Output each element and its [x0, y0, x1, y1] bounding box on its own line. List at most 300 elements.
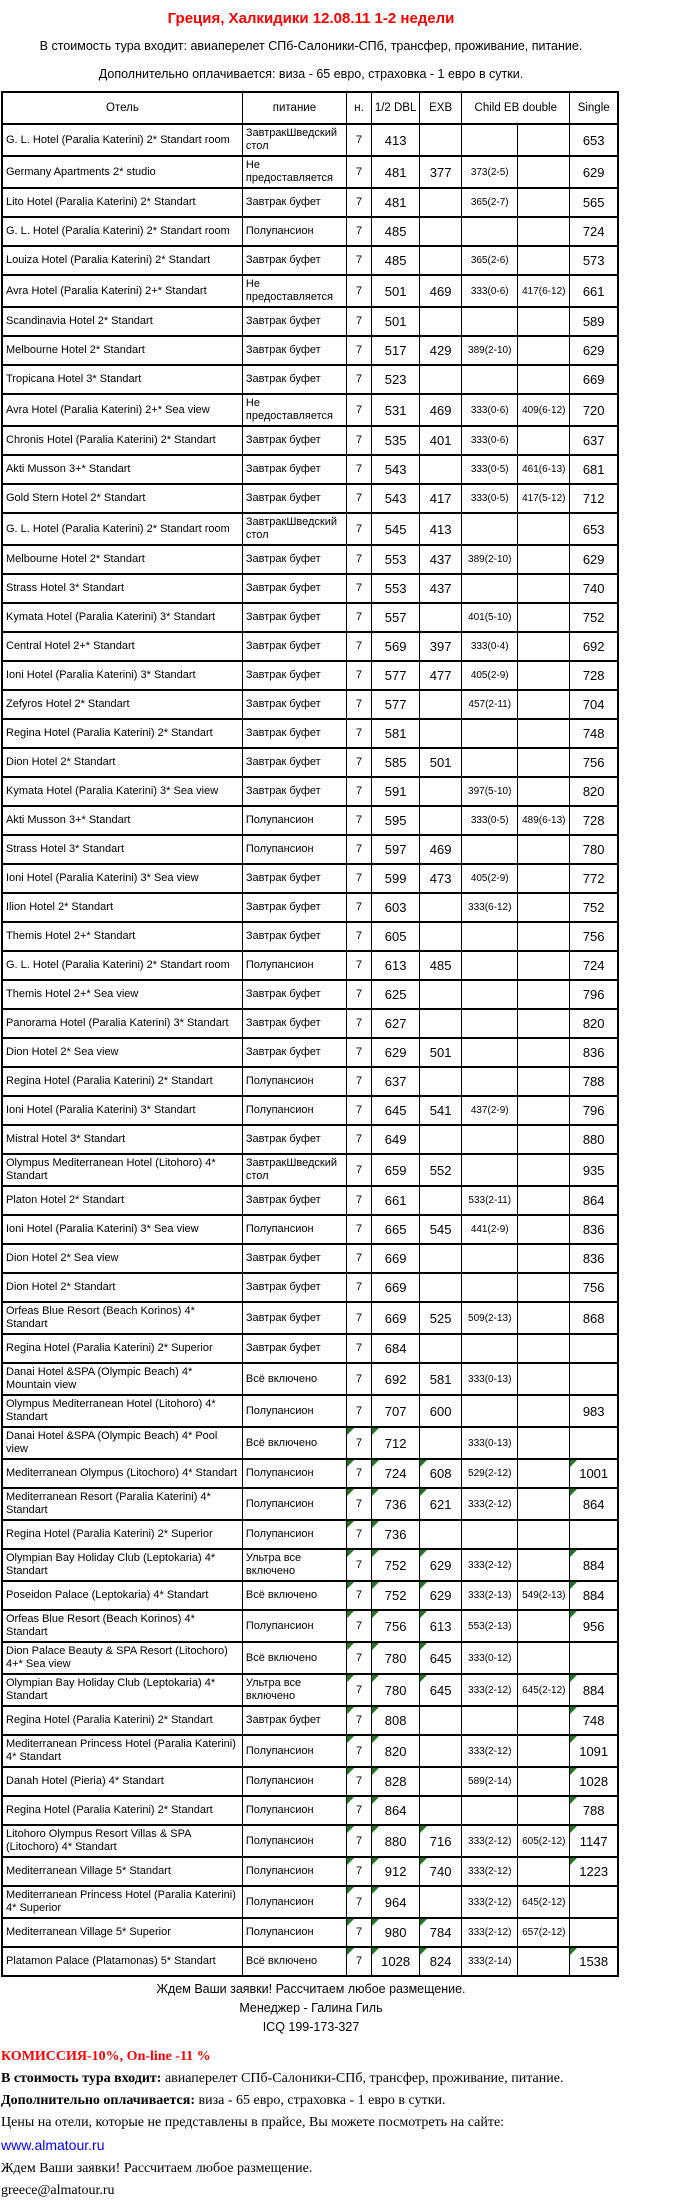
dbl-cell: 912: [372, 1857, 420, 1886]
table-row: [2, 1244, 618, 1273]
single-cell: 756: [570, 922, 618, 951]
meals-cell: Завтрак буфет: [242, 545, 346, 574]
dbl-cell: 553: [372, 545, 420, 574]
hotel-cell: G. L. Hotel (Paralia Katerini) 2* Standart room: [2, 951, 242, 980]
single-cell: 712: [570, 484, 618, 513]
child-eb-cell: 333(0-12): [462, 1642, 518, 1674]
single-cell: 565: [570, 188, 618, 217]
nights-cell: 7: [347, 719, 372, 748]
single-cell: 653: [570, 124, 618, 156]
single-cell: [570, 1886, 618, 1918]
child-double-cell: [518, 922, 570, 951]
dbl-cell: 531: [372, 394, 420, 426]
child-eb-cell: 529(2-12): [462, 1459, 518, 1488]
child-double-cell: [518, 217, 570, 246]
dbl-cell: 637: [372, 1067, 420, 1096]
table-row: [2, 1825, 618, 1857]
single-cell: 788: [570, 1796, 618, 1825]
dbl-cell: 864: [372, 1796, 420, 1825]
table-row: [2, 513, 618, 545]
nights-cell: 7: [347, 1642, 372, 1674]
meals-cell: Завтрак буфет: [242, 365, 346, 394]
table-row: [2, 1610, 618, 1642]
dbl-cell: 692: [372, 1363, 420, 1395]
hotel-cell: Dion Hotel 2* Standart: [2, 1273, 242, 1302]
table-row: [2, 603, 618, 632]
nights-cell: 7: [347, 922, 372, 951]
dbl-cell: 481: [372, 156, 420, 188]
child-eb-cell: 389(2-10): [462, 545, 518, 574]
dbl-cell: 603: [372, 893, 420, 922]
single-cell: 756: [570, 1273, 618, 1302]
child-eb-cell: [462, 1273, 518, 1302]
single-cell: 935: [570, 1154, 618, 1186]
child-eb-cell: [462, 124, 518, 156]
child-double-cell: [518, 1186, 570, 1215]
child-double-cell: [518, 336, 570, 365]
table-row: [2, 1549, 618, 1581]
table-row: [2, 719, 618, 748]
meals-cell: Завтрак буфет: [242, 188, 346, 217]
table-row: [2, 1674, 618, 1706]
dbl-cell: 545: [372, 513, 420, 545]
nights-cell: 7: [347, 1363, 372, 1395]
table-row: [2, 835, 618, 864]
child-double-cell: 549(2-13): [518, 1581, 570, 1610]
child-double-cell: [518, 1427, 570, 1459]
nights-cell: 7: [347, 1520, 372, 1549]
meals-cell: Завтрак буфет: [242, 455, 346, 484]
child-double-cell: 657(2-12): [518, 1918, 570, 1947]
exb-cell: [420, 777, 462, 806]
meals-cell: Завтрак буфет: [242, 1706, 346, 1735]
table-row: [2, 1642, 618, 1674]
table-row: [2, 777, 618, 806]
child-eb-cell: 333(2-12): [462, 1735, 518, 1767]
table-row: [2, 1767, 618, 1796]
exb-cell: 525: [420, 1302, 462, 1334]
child-double-cell: [518, 365, 570, 394]
child-eb-cell: 333(0-6): [462, 275, 518, 307]
dbl-cell: 880: [372, 1825, 420, 1857]
dbl-cell: 501: [372, 275, 420, 307]
table-row: [2, 1302, 618, 1334]
single-cell: 1028: [570, 1767, 618, 1796]
meals-cell: Полупансион: [242, 806, 346, 835]
child-double-cell: [518, 1395, 570, 1427]
exb-cell: [420, 217, 462, 246]
child-eb-cell: 333(2-12): [462, 1918, 518, 1947]
child-double-cell: [518, 1096, 570, 1125]
dbl-cell: 597: [372, 835, 420, 864]
nights-cell: 7: [347, 806, 372, 835]
child-double-cell: [518, 951, 570, 980]
table-row: [2, 1186, 618, 1215]
child-eb-cell: [462, 574, 518, 603]
exb-cell: 501: [420, 1038, 462, 1067]
table-row: [2, 1125, 618, 1154]
exb-cell: [420, 980, 462, 1009]
exb-cell: 413: [420, 513, 462, 545]
meals-cell: Завтрак буфет: [242, 1302, 346, 1334]
dbl-cell: 613: [372, 951, 420, 980]
child-eb-cell: [462, 1796, 518, 1825]
header-hotel: Отель: [2, 92, 242, 124]
nights-cell: 7: [347, 484, 372, 513]
single-cell: [570, 1363, 618, 1395]
single-cell: 1538: [570, 1947, 618, 1976]
table-row: [2, 1427, 618, 1459]
exb-cell: 824: [420, 1947, 462, 1976]
dbl-cell: 980: [372, 1918, 420, 1947]
header-single: Single: [570, 92, 618, 124]
nights-cell: 7: [347, 574, 372, 603]
meals-cell: Полупансион: [242, 1459, 346, 1488]
meals-cell: ЗавтракШведский стол: [242, 513, 346, 545]
nights-cell: 7: [347, 455, 372, 484]
exb-cell: [420, 1125, 462, 1154]
child-double-cell: [518, 1642, 570, 1674]
dbl-cell: 665: [372, 1215, 420, 1244]
table-row: [2, 124, 618, 156]
single-cell: 868: [570, 1302, 618, 1334]
child-double-cell: [518, 513, 570, 545]
dbl-cell: 707: [372, 1395, 420, 1427]
single-cell: 704: [570, 690, 618, 719]
meals-cell: Завтрак буфет: [242, 307, 346, 336]
single-cell: [570, 1642, 618, 1674]
table-row: [2, 217, 618, 246]
dbl-cell: 543: [372, 455, 420, 484]
dbl-cell: 649: [372, 1125, 420, 1154]
child-eb-cell: [462, 365, 518, 394]
meals-cell: Завтрак буфет: [242, 1186, 346, 1215]
exb-cell: [420, 188, 462, 217]
dbl-cell: 752: [372, 1549, 420, 1581]
table-row: [2, 574, 618, 603]
single-cell: 836: [570, 1215, 618, 1244]
single-cell: 864: [570, 1186, 618, 1215]
meals-cell: Завтрак буфет: [242, 893, 346, 922]
child-double-cell: [518, 1302, 570, 1334]
exb-cell: [420, 603, 462, 632]
meals-cell: Завтрак буфет: [242, 484, 346, 513]
single-cell: 748: [570, 1706, 618, 1735]
exb-cell: 784: [420, 1918, 462, 1947]
hotel-cell: Akti Musson 3+* Standart: [2, 806, 242, 835]
single-cell: 956: [570, 1610, 618, 1642]
single-cell: 788: [570, 1067, 618, 1096]
table-row: [2, 1459, 618, 1488]
exb-cell: [420, 719, 462, 748]
dbl-cell: 535: [372, 426, 420, 455]
meals-cell: Завтрак буфет: [242, 980, 346, 1009]
child-eb-cell: 333(0-13): [462, 1363, 518, 1395]
page-title: Греция, Халкидики 12.08.11 1-2 недели: [167, 10, 455, 27]
child-eb-cell: 333(2-12): [462, 1857, 518, 1886]
dbl-cell: 736: [372, 1520, 420, 1549]
hotel-cell: Gold Stern Hotel 2* Standart: [2, 484, 242, 513]
exb-cell: 600: [420, 1395, 462, 1427]
nights-cell: 7: [347, 188, 372, 217]
footer-included-text: авиаперелет СПб-Салоники-СПб, трансфер, проживание, питание.: [161, 2071, 564, 2086]
hotel-cell: Poseidon Palace (Leptokaria) 4* Standart: [2, 1581, 242, 1610]
exb-cell: 621: [420, 1488, 462, 1520]
table-row: [2, 156, 618, 188]
single-cell: 796: [570, 1096, 618, 1125]
nights-cell: 7: [347, 1244, 372, 1273]
nights-cell: 7: [347, 1674, 372, 1706]
nights-cell: 7: [347, 156, 372, 188]
meals-cell: Завтрак буфет: [242, 632, 346, 661]
intro-included-line: В стоимость тура входит: авиаперелет СПб-Салоники-СПб, трансфер, проживание, питание.: [39, 39, 583, 53]
child-eb-cell: 333(6-12): [462, 893, 518, 922]
exb-cell: 377: [420, 156, 462, 188]
table-row: [2, 484, 618, 513]
single-cell: 772: [570, 864, 618, 893]
price-table-body: [2, 124, 618, 1976]
nights-cell: 7: [347, 307, 372, 336]
nights-cell: 7: [347, 1427, 372, 1459]
child-eb-cell: [462, 1154, 518, 1186]
table-header-row: [2, 92, 618, 124]
hotel-cell: Melbourne Hotel 2* Standart: [2, 545, 242, 574]
hotel-cell: Olympus Mediterranean Hotel (Litohoro) 4* Standart: [2, 1154, 242, 1186]
meals-cell: Полупансион: [242, 1735, 346, 1767]
hotel-cell: Regina Hotel (Paralia Katerini) 2* Standart: [2, 1796, 242, 1825]
meals-cell: Завтрак буфет: [242, 1125, 346, 1154]
child-double-cell: [518, 893, 570, 922]
child-eb-cell: [462, 1067, 518, 1096]
single-cell: [570, 1427, 618, 1459]
hotel-cell: Regina Hotel (Paralia Katerini) 2* Superior: [2, 1334, 242, 1363]
dbl-cell: 605: [372, 922, 420, 951]
child-eb-cell: [462, 980, 518, 1009]
nights-cell: 7: [347, 1009, 372, 1038]
exb-cell: [420, 893, 462, 922]
meals-cell: Полупансион: [242, 1488, 346, 1520]
nights-cell: 7: [347, 1488, 372, 1520]
dbl-cell: 599: [372, 864, 420, 893]
nights-cell: 7: [347, 217, 372, 246]
meals-cell: ЗавтракШведский стол: [242, 124, 346, 156]
manager-name: Менеджер - Галина Гиль: [239, 2001, 383, 2015]
dbl-cell: 481: [372, 188, 420, 217]
dbl-cell: 669: [372, 1273, 420, 1302]
child-double-cell: [518, 1735, 570, 1767]
single-cell: 637: [570, 426, 618, 455]
exb-cell: 429: [420, 336, 462, 365]
table-row: [2, 1154, 618, 1186]
hotel-cell: Scandinavia Hotel 2* Standart: [2, 307, 242, 336]
intro-extra-line: Дополнительно оплачивается: виза - 65 евро, страховка - 1 евро в сутки.: [98, 67, 524, 81]
meals-cell: Завтрак буфет: [242, 777, 346, 806]
single-cell: 1091: [570, 1735, 618, 1767]
child-eb-cell: [462, 1706, 518, 1735]
table-row: [2, 1215, 618, 1244]
child-eb-cell: 401(5-10): [462, 603, 518, 632]
exb-cell: 552: [420, 1154, 462, 1186]
exb-cell: [420, 1186, 462, 1215]
site-link[interactable]: www.almatour.ru: [1, 2137, 105, 2153]
hotel-cell: Dion Palace Beauty & SPA Resort (Litochoro) 4+* Sea view: [2, 1642, 242, 1674]
meals-cell: Завтрак буфет: [242, 922, 346, 951]
meals-cell: Не предоставляется: [242, 394, 346, 426]
child-eb-cell: 333(2-12): [462, 1549, 518, 1581]
nights-cell: 7: [347, 777, 372, 806]
nights-cell: 7: [347, 1096, 372, 1125]
child-eb-cell: 333(0-5): [462, 455, 518, 484]
table-row: [2, 922, 618, 951]
nights-cell: 7: [347, 1549, 372, 1581]
nights-cell: 7: [347, 1334, 372, 1363]
child-double-cell: [518, 748, 570, 777]
child-double-cell: 645(2-12): [518, 1674, 570, 1706]
dbl-cell: 569: [372, 632, 420, 661]
table-row: [2, 394, 618, 426]
hotel-cell: Platon Hotel 2* Standart: [2, 1186, 242, 1215]
exb-cell: [420, 1009, 462, 1038]
meals-cell: Завтрак буфет: [242, 1244, 346, 1273]
exb-cell: 545: [420, 1215, 462, 1244]
single-cell: 983: [570, 1395, 618, 1427]
table-row: [2, 690, 618, 719]
dbl-cell: 1028: [372, 1947, 420, 1976]
table-row: [2, 748, 618, 777]
single-cell: 796: [570, 980, 618, 1009]
nights-cell: 7: [347, 426, 372, 455]
hotel-cell: Platamon Palace (Platamonas) 5* Standart: [2, 1947, 242, 1976]
dbl-cell: 752: [372, 1581, 420, 1610]
child-eb-cell: 333(2-13): [462, 1581, 518, 1610]
dbl-cell: 756: [372, 1610, 420, 1642]
meals-cell: Полупансион: [242, 1825, 346, 1857]
dbl-cell: 523: [372, 365, 420, 394]
single-cell: 661: [570, 275, 618, 307]
meals-cell: Завтрак буфет: [242, 661, 346, 690]
single-cell: 720: [570, 394, 618, 426]
single-cell: 884: [570, 1549, 618, 1581]
child-eb-cell: [462, 1244, 518, 1273]
footer-included-line: [1, 2068, 621, 2090]
meals-cell: Полупансион: [242, 1796, 346, 1825]
exb-cell: [420, 365, 462, 394]
single-cell: 820: [570, 1009, 618, 1038]
hotel-cell: Mediterranean Princess Hotel (Paralia Katerini) 4* Superior: [2, 1886, 242, 1918]
child-eb-cell: [462, 1038, 518, 1067]
table-row: [2, 632, 618, 661]
meals-cell: Полупансион: [242, 951, 346, 980]
child-double-cell: 417(5-12): [518, 484, 570, 513]
meals-cell: Завтрак буфет: [242, 719, 346, 748]
nights-cell: 7: [347, 275, 372, 307]
hotel-cell: Louiza Hotel (Paralia Katerini) 2* Standart: [2, 246, 242, 275]
child-double-cell: [518, 1706, 570, 1735]
child-double-cell: [518, 307, 570, 336]
hotel-cell: Mediterranean Village 5* Superior: [2, 1918, 242, 1947]
exb-cell: [420, 1273, 462, 1302]
child-eb-cell: 333(2-12): [462, 1488, 518, 1520]
nights-cell: 7: [347, 1125, 372, 1154]
exb-cell: [420, 1796, 462, 1825]
dbl-cell: 485: [372, 217, 420, 246]
child-eb-cell: [462, 951, 518, 980]
nights-cell: 7: [347, 690, 372, 719]
hotel-cell: Olympus Mediterranean Hotel (Litohoro) 4* Standart: [2, 1395, 242, 1427]
nights-cell: 7: [347, 748, 372, 777]
table-row: [2, 1488, 618, 1520]
meals-cell: Полупансион: [242, 1767, 346, 1796]
child-double-cell: [518, 777, 570, 806]
child-eb-cell: 333(0-6): [462, 394, 518, 426]
hotel-cell: Ilion Hotel 2* Standart: [2, 893, 242, 922]
child-eb-cell: [462, 513, 518, 545]
dbl-cell: 661: [372, 1186, 420, 1215]
table-row: [2, 188, 618, 217]
child-double-cell: [518, 835, 570, 864]
single-cell: 589: [570, 307, 618, 336]
dbl-cell: 625: [372, 980, 420, 1009]
hotel-cell: Mediterranean Olympus (Litochoro) 4* Standart: [2, 1459, 242, 1488]
hotel-cell: Litohoro Olympus Resort Villas & SPA (Litochoro) 4* Standart: [2, 1825, 242, 1857]
dbl-cell: 577: [372, 690, 420, 719]
table-row: [2, 1334, 618, 1363]
table-row: [2, 661, 618, 690]
nights-cell: 7: [347, 1186, 372, 1215]
child-double-cell: [518, 1459, 570, 1488]
single-cell: 880: [570, 1125, 618, 1154]
child-eb-cell: 397(5-10): [462, 777, 518, 806]
meals-cell: Завтрак буфет: [242, 690, 346, 719]
child-double-cell: 605(2-12): [518, 1825, 570, 1857]
nights-cell: 7: [347, 336, 372, 365]
hotel-cell: Themis Hotel 2+* Standart: [2, 922, 242, 951]
child-eb-cell: 389(2-10): [462, 336, 518, 365]
exb-cell: 541: [420, 1096, 462, 1125]
single-cell: 884: [570, 1674, 618, 1706]
nights-cell: 7: [347, 1459, 372, 1488]
table-row: [2, 1735, 618, 1767]
hotel-cell: Mediterranean Resort (Paralia Katerini) 4* Standart: [2, 1488, 242, 1520]
exb-cell: 469: [420, 394, 462, 426]
table-row: [2, 426, 618, 455]
hotel-cell: Lito Hotel (Paralia Katerini) 2* Standart: [2, 188, 242, 217]
child-eb-cell: 405(2-9): [462, 864, 518, 893]
meals-cell: Завтрак буфет: [242, 246, 346, 275]
dbl-cell: 591: [372, 777, 420, 806]
hotel-cell: Ioni Hotel (Paralia Katerini) 3* Standart: [2, 1096, 242, 1125]
table-row: [2, 1363, 618, 1395]
commission-line: КОМИССИЯ-10%, On-line -11 %: [1, 2049, 211, 2064]
hotel-cell: Olympian Bay Holiday Club (Leptokaria) 4* Standart: [2, 1549, 242, 1581]
exb-cell: 501: [420, 748, 462, 777]
hotel-cell: Zefyros Hotel 2* Standart: [2, 690, 242, 719]
exb-cell: [420, 1520, 462, 1549]
table-row: [2, 1581, 618, 1610]
dbl-cell: 543: [372, 484, 420, 513]
table-row: [2, 246, 618, 275]
nights-cell: 7: [347, 632, 372, 661]
footer-requests-line: Ждем Ваши заявки! Рассчитаем любое размещение.: [1, 2161, 313, 2176]
child-double-cell: [518, 1154, 570, 1186]
table-row: [2, 275, 618, 307]
single-cell: 820: [570, 777, 618, 806]
hotel-cell: Regina Hotel (Paralia Katerini) 2* Standart: [2, 1067, 242, 1096]
exb-cell: [420, 307, 462, 336]
header-child-eb-double: Child EB double: [462, 92, 570, 124]
nights-cell: 7: [347, 1886, 372, 1918]
hotel-cell: Germany Apartments 2* studio: [2, 156, 242, 188]
